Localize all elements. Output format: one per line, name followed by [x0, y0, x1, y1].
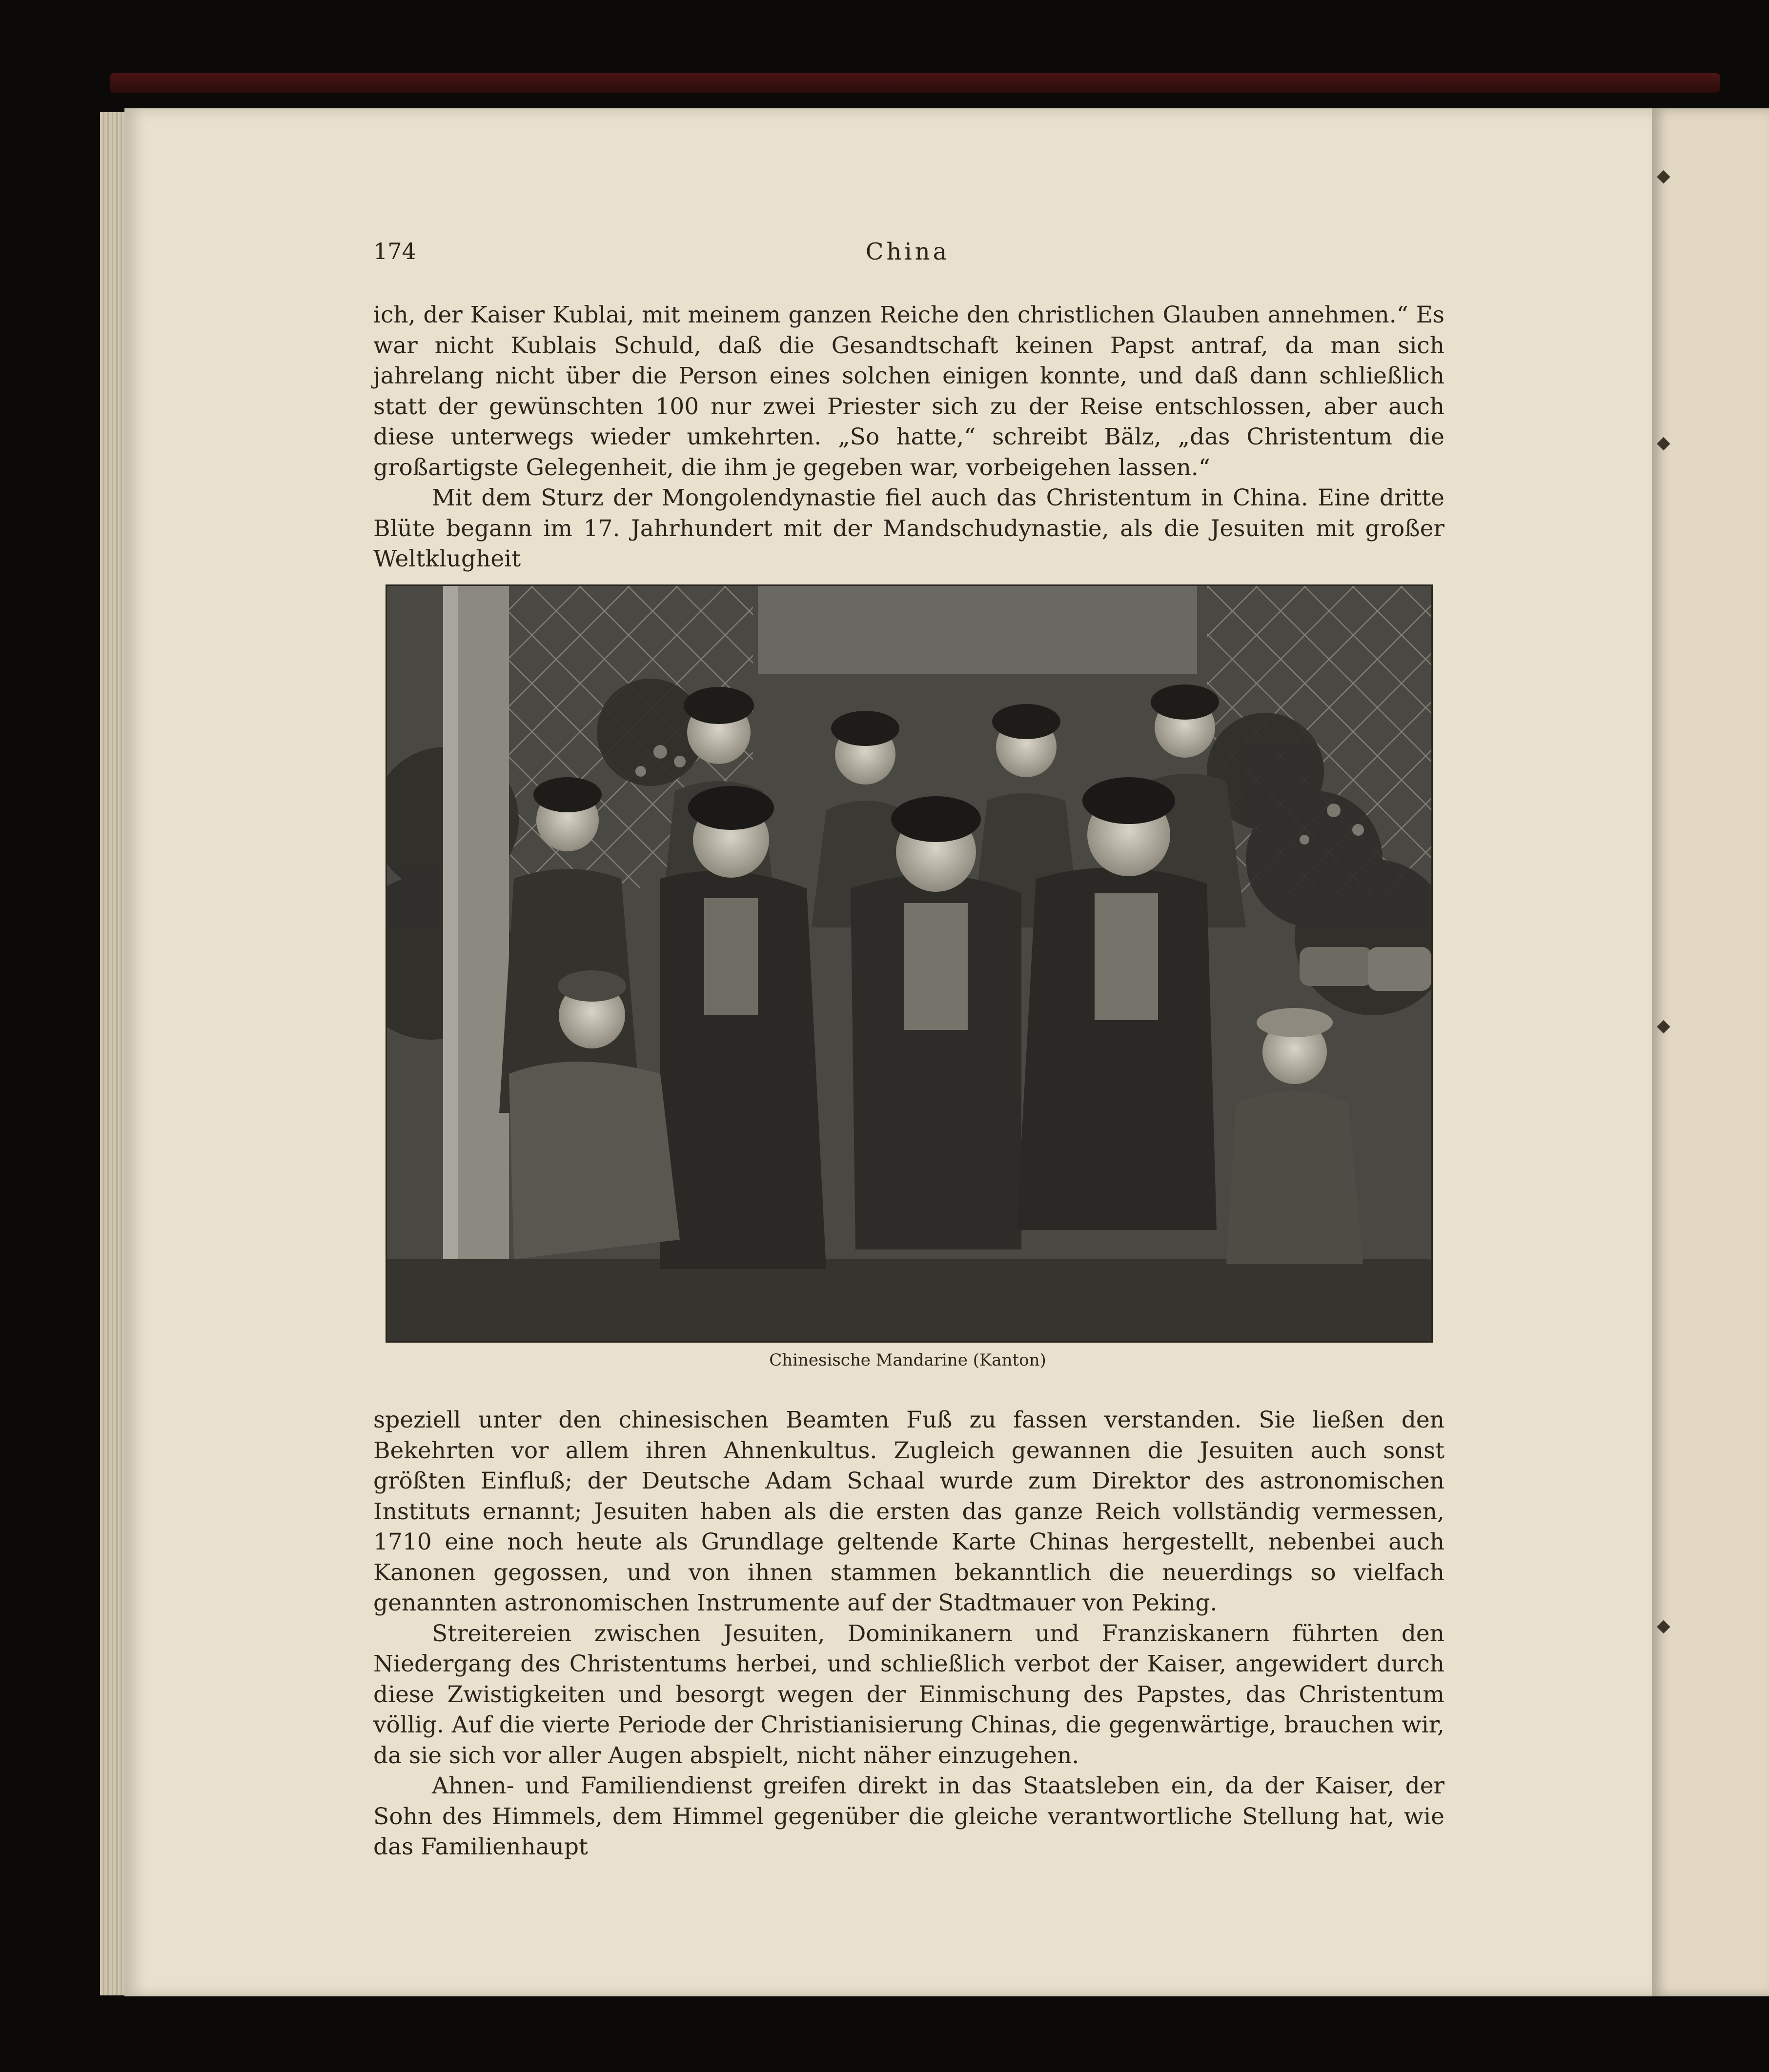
- book-cover-edge: [110, 73, 1720, 93]
- mandarins-photograph: [386, 584, 1433, 1343]
- paragraph: Mit dem Sturz der Mongolendynastie fiel auch das Christentum in China. Eine dritte Blüte begann im 17. Jahrhundert mit der Mandschudynastie, als die Jesuiten mit großer Weltklugheit: [373, 484, 1444, 572]
- paragraph: Streitereien zwischen Jesuiten, Dominikanern und Franziskanern führten den Niedergang des Christentums herbei, und schließlich verbot der Kaiser, angewidert durch diese Zwistigkeiten und besorgt wegen der Einmischung des Papstes, das Christentum völlig. Auf die vierte Periode der Christianisierung Chinas, die gegenwärtige, brauchen wir, da sie sich vor aller Augen abspielt, nicht näher einzugehen.: [373, 1620, 1444, 1769]
- margin-mark: ◆: [1657, 1016, 1670, 1036]
- paragraph: ich, der Kaiser Kublai, mit meinem ganzen Reiche den christlichen Glauben annehmen.“ Es war nicht Kublais Schuld, daß die Gesandtschaft keinen Papst antraf, da man sich jahrelang nicht über die Person eines solchen einigen konnte, und daß dann schließlich statt der gewünschten 100 nur zwei Priester sich zu der Reise entschlossen, aber auch diese unterwegs wieder umkehrten. „So hatte,“ schreibt Bälz, „das Christentum die großartigste Gelegenheit, die ihm je gegeben war, vorbeigehen lassen.“: [373, 302, 1444, 481]
- paragraph: Ahnen- und Familiendienst greifen direkt in das Staatsleben ein, da der Kaiser, der Sohn des Himmels, dem Himmel gegenüber die gleiche verantwortliche Stellung hat, wie das Familienhaupt: [373, 1772, 1444, 1860]
- lower-body-text: [373, 1405, 1444, 1863]
- page-number: 174: [373, 238, 416, 264]
- margin-mark: ◆: [1657, 166, 1670, 186]
- figure-caption: Chinesische Mandarine (Kanton): [769, 1350, 1046, 1370]
- photograph-illustration: [387, 586, 1431, 1341]
- running-header: [373, 238, 1442, 272]
- margin-mark: ◆: [1657, 433, 1670, 453]
- upper-body-text: [373, 300, 1444, 575]
- facing-page-edge: [1652, 108, 1769, 1996]
- running-title: China: [865, 238, 950, 265]
- margin-mark: ◆: [1657, 1616, 1670, 1636]
- paragraph: speziell unter den chinesischen Beamten Fuß zu fassen verstanden. Sie ließen den Bekehrten vor allem ihren Ahnenkultus. Zugleich gewannen die Jesuiten auch sonst größten Einfluß; der Deutsche Adam Schaal wurde zum Direktor des astronomischen Instituts ernannt; Jesuiten haben als die ersten das ganze Reich vollständig vermessen, 1710 eine noch heute als Grundlage geltende Karte Chinas hergestellt, nebenbei auch Kanonen gegossen, und von ihnen stammen bekanntlich die neuerdings so vielfach genannten astronomischen Instrumente auf der Stadtmauer von Peking.: [373, 1407, 1444, 1616]
